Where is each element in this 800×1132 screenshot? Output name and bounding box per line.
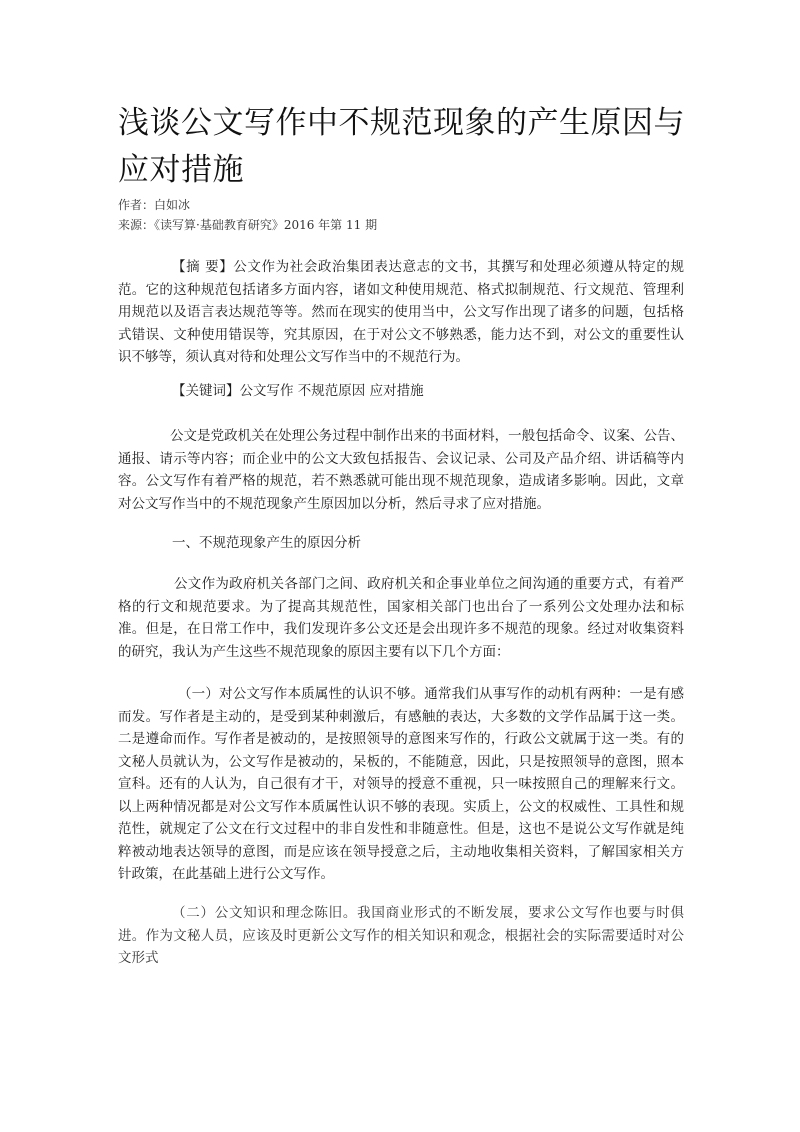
intro-paragraph: 公文是党政机关在处理公务过程中制作出来的书面材料，一般包括命令、议案、公告、通报、请示等内容；而企业中的公文大致包括报告、会议记录、公司及产品介绍、讲话稿等内容。公文写作有着严格的规范，若不熟悉就可能出现不规范现象，造成诸多影响。因此，文章对公文写作当中的不规范现象产生原因加以分析，然后寻求了应对措施。 <box>118 428 684 512</box>
source-line: 来源：《读写算·基础教育研究》2016 年第 11 期 <box>118 218 378 232</box>
keywords-line: 【关键词】公文写作 不规范原因 应对措施 <box>172 383 424 399</box>
section-heading: 一、不规范现象产生的原因分析 <box>172 535 361 551</box>
point-one-paragraph: （一）对公文写作本质属性的认识不够。通常我们从事写作的动机有两种：一是有感而发。写作者是主动的，是受到某种刺激后，有感触的表达，大多数的文学作品属于这一类。二是遵命而作。写作者是被动的，是按照领导的意图来写作的，行政公文就属于这一类。有的文秘人员就认为，公文写作是被动的，呆板的，不能随意，因此，只是按照领导的意图，照本宣科。还有的人认为，自己很有才干，对领导的授意不重视，只一味按照自己的理解来行文。以上两种情况都是对公文写作本质属性认识不够的表现。实质上，公文的权威性、工具性和规范性，就规定了公文在行文过程中的非自发性和非随意性。但是，这也不是说公文写作就是纯粹被动地表达领导的意图，而是应该在领导授意之后，主动地收集相关资料，了解国家相关方针政策，在此基础上进行公文写作。 <box>118 686 684 882</box>
author-line: 作者：白如冰 <box>118 198 191 212</box>
abstract-paragraph: 【摘 要】公文作为社会政治集团表达意志的文书，其撰写和处理必须遵从特定的规范。它的这种规范包括诸多方面内容，诸如文种使用规范、格式拟制规范、行文规范、管理利用规范以及语言表达规范等等。然而在现实的使用当中，公文写作出现了诸多的问题，包括格式错误、文种使用错误等，究其原因，在于对公文不够熟悉，能力达不到，对公文的重要性认识不够等，须认真对待和处理公文写作当中的不规范行为。 <box>118 259 684 365</box>
point-two-paragraph: （二）公文知识和理念陈旧。我国商业形式的不断发展，要求公文写作也要与时俱进。作为文秘人员，应该及时更新公文写作的相关知识和观念，根据社会的实际需要适时对公文形式 <box>118 905 684 966</box>
section-paragraph: 公文作为政府机关各部门之间、政府机关和企事业单位之间沟通的重要方式，有着严格的行文和规范要求。为了提高其规范性，国家相关部门也出台了一系列公文处理办法和标准。但是，在日常工作中，我们发现许多公文还是会出现许多不规范的现象。经过对收集资料的研究，我认为产生这些不规范现象的原因主要有以下几个方面： <box>118 576 684 660</box>
article-title: 浅谈公文写作中不规范现象的产生原因与应对措施 <box>118 105 685 188</box>
